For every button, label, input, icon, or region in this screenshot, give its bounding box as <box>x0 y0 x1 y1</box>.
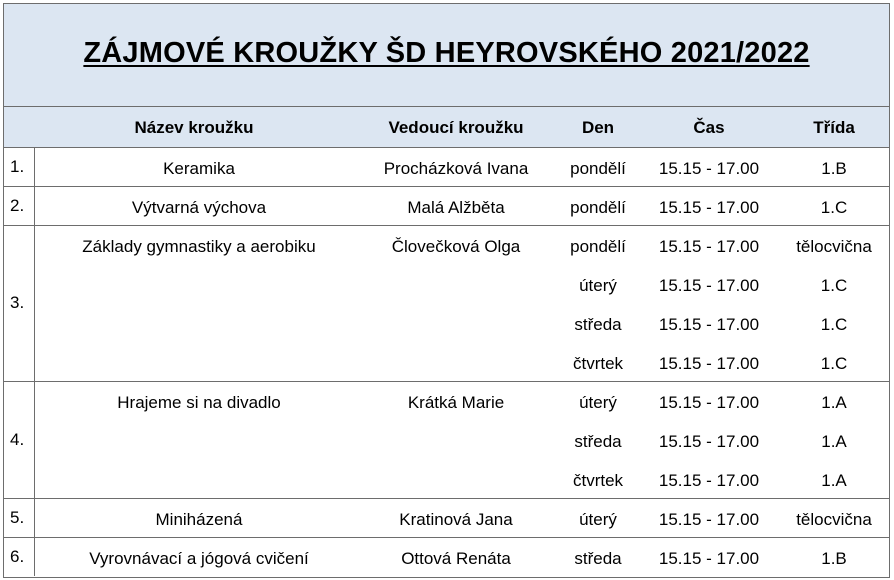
row-club-name: Výtvarná výchova <box>131 198 267 217</box>
page-title: ZÁJMOVÉ KROUŽKY ŠD HEYROVSKÉHO 2021/2022 <box>83 37 810 69</box>
row-number: 2. <box>10 195 25 215</box>
row-time: 15.15 - 17.00 <box>658 354 760 373</box>
row-number-divider <box>34 225 35 381</box>
row-day: čtvrtek <box>572 354 624 373</box>
row-number: 6. <box>10 546 25 566</box>
row-day: pondělí <box>570 198 626 217</box>
row-number: 5. <box>10 507 25 527</box>
row-divider <box>4 498 889 499</box>
row-club-name: Hrajeme si na divadlo <box>117 393 281 412</box>
row-time: 15.15 - 17.00 <box>658 471 760 490</box>
row-time: 15.15 - 17.00 <box>658 159 760 178</box>
row-number-divider <box>34 498 35 537</box>
row-day: čtvrtek <box>572 471 624 490</box>
row-day: středa <box>574 432 622 451</box>
row-club-name: Miniházená <box>155 510 243 529</box>
row-number-divider <box>34 186 35 225</box>
row-number-divider <box>34 381 35 498</box>
row-time: 15.15 - 17.00 <box>658 549 760 568</box>
row-number: 3. <box>10 293 25 312</box>
row-room: 1.A <box>821 432 847 451</box>
row-divider <box>4 186 889 187</box>
schedule-sheet <box>3 3 890 578</box>
row-number: 4. <box>10 429 25 449</box>
row-room: tělocvična <box>796 510 872 529</box>
row-day: středa <box>574 549 622 568</box>
row-time: 15.15 - 17.00 <box>658 432 760 451</box>
row-room: tělocvična <box>796 237 872 256</box>
row-room: 1.C <box>820 315 848 334</box>
row-number-divider <box>34 147 35 186</box>
row-leader: Kratinová Jana <box>399 510 513 529</box>
row-time: 15.15 - 17.00 <box>658 315 760 334</box>
row-day: pondělí <box>570 237 626 256</box>
row-day: úterý <box>579 510 617 529</box>
row-number-divider <box>34 537 35 576</box>
header-name: Název kroužku <box>134 118 254 137</box>
row-time: 15.15 - 17.00 <box>658 510 760 529</box>
header-time: Čas <box>693 118 725 137</box>
row-room: 1.A <box>821 393 847 412</box>
row-club-name: Základy gymnastiky a aerobiku <box>82 237 316 256</box>
row-number: 1. <box>10 156 25 176</box>
row-club-name: Keramika <box>163 159 235 178</box>
title-band <box>4 4 889 107</box>
row-room: 1.C <box>820 354 848 373</box>
row-leader: Ottová Renáta <box>401 549 511 568</box>
row-room: 1.A <box>821 471 847 490</box>
header-room: Třída <box>813 118 855 137</box>
header-leader: Vedoucí kroužku <box>388 118 524 137</box>
row-divider <box>4 537 889 538</box>
row-leader: Krátká Marie <box>407 393 505 412</box>
row-day: úterý <box>579 393 617 412</box>
header-day: Den <box>581 118 615 137</box>
row-day: středa <box>574 315 622 334</box>
row-leader: Malá Alžběta <box>407 198 505 217</box>
row-time: 15.15 - 17.00 <box>658 276 760 295</box>
row-room: 1.B <box>821 549 847 568</box>
row-leader: Človečková Olga <box>391 237 521 256</box>
row-divider <box>4 225 889 226</box>
row-leader: Procházková Ivana <box>383 159 529 178</box>
row-club-name: Vyrovnávací a jógová cvičení <box>89 549 309 568</box>
row-time: 15.15 - 17.00 <box>658 198 760 217</box>
row-room: 1.C <box>820 198 848 217</box>
row-divider <box>4 381 889 382</box>
row-day: pondělí <box>570 159 626 178</box>
row-day: úterý <box>579 276 617 295</box>
row-time: 15.15 - 17.00 <box>658 393 760 412</box>
row-room: 1.B <box>821 159 847 178</box>
row-time: 15.15 - 17.00 <box>658 237 760 256</box>
row-room: 1.C <box>820 276 848 295</box>
